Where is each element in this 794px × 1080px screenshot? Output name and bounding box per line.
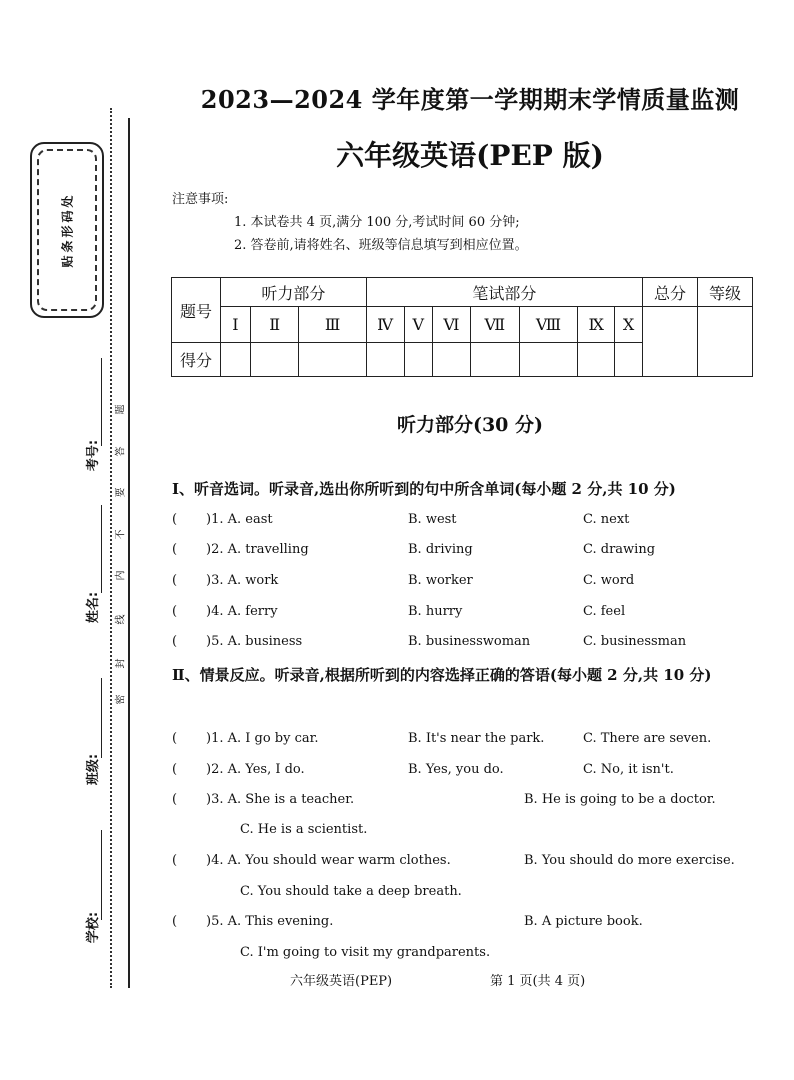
question-row <box>172 512 762 532</box>
seal-char: 密 <box>115 694 127 705</box>
binding-solid-line <box>128 118 130 988</box>
answer-paren[interactable]: ( <box>172 853 178 868</box>
question-row <box>172 762 762 782</box>
score-cell[interactable] <box>519 343 578 377</box>
name-line[interactable] <box>101 505 102 593</box>
class-line[interactable] <box>101 678 102 758</box>
option-b: B. driving <box>408 542 473 557</box>
answer-paren[interactable]: ( <box>172 792 178 807</box>
question-row <box>172 731 762 751</box>
score-cell[interactable] <box>250 343 299 377</box>
score-cell[interactable] <box>578 343 615 377</box>
option-a: )5. A. business <box>206 634 303 649</box>
option-b: B. Yes, you do. <box>408 762 504 777</box>
question-row <box>172 634 762 654</box>
seal-char: 不 <box>115 529 127 540</box>
seal-char: 内 <box>115 570 127 581</box>
question-row <box>172 573 762 593</box>
answer-paren[interactable]: ( <box>172 542 178 557</box>
score-cell[interactable] <box>299 343 366 377</box>
col-writing-5: Ⅴ <box>404 307 432 343</box>
option-b: B. worker <box>408 573 473 588</box>
option-a: )3. A. She is a teacher. <box>206 792 355 807</box>
writing-header: 笔试部分 <box>366 278 642 307</box>
score-cell[interactable] <box>432 343 470 377</box>
part2-heading: Ⅱ、情景反应。听录音,根据所听到的内容选择正确的答语(每小题 2 分,共 10 分) <box>172 666 712 684</box>
option-a: )4. A. ferry <box>206 604 278 619</box>
barcode-area <box>30 142 104 318</box>
col-writing-7: Ⅶ <box>471 307 520 343</box>
option-a: )2. A. travelling <box>206 542 309 557</box>
option-c: C. There are seven. <box>583 731 712 746</box>
score-cell[interactable] <box>221 343 251 377</box>
answer-paren[interactable]: ( <box>172 914 178 929</box>
answer-paren[interactable]: ( <box>172 573 178 588</box>
question-row-cont <box>172 945 762 965</box>
footer-page: 第 1 页(共 4 页) <box>490 974 586 989</box>
answer-paren[interactable]: ( <box>172 634 178 649</box>
option-c: C. drawing <box>583 542 656 557</box>
option-a: )1. A. east <box>206 512 273 527</box>
answer-paren[interactable]: ( <box>172 731 178 746</box>
notes-block <box>172 188 528 257</box>
row-label-question: 题号 <box>172 278 221 343</box>
binding-dotted-line <box>110 108 112 988</box>
answer-paren[interactable]: ( <box>172 512 178 527</box>
col-writing-8: Ⅷ <box>519 307 578 343</box>
seal-char: 线 <box>115 614 127 625</box>
option-b: B. west <box>408 512 457 527</box>
exam-no-line[interactable] <box>101 358 102 446</box>
col-writing-6: Ⅵ <box>432 307 470 343</box>
option-a: )2. A. Yes, I do. <box>206 762 305 777</box>
col-writing-9: Ⅸ <box>578 307 615 343</box>
option-a: )4. A. You should wear warm clothes. <box>206 853 451 868</box>
exam-subtitle: 六年级英语(PEP 版) <box>336 139 604 172</box>
score-table <box>171 277 753 377</box>
question-row-cont <box>172 822 762 842</box>
col-listening-3: Ⅲ <box>299 307 366 343</box>
footer-subject: 六年级英语(PEP) <box>290 974 393 989</box>
option-c: C. feel <box>583 604 626 619</box>
exam-no-label: 考号: <box>86 439 102 472</box>
option-b: B. A picture book. <box>524 914 643 929</box>
row-label-score: 得分 <box>172 343 221 377</box>
school-line[interactable] <box>101 830 102 920</box>
option-a: )5. A. This evening. <box>206 914 334 929</box>
answer-paren[interactable]: ( <box>172 604 178 619</box>
option-c: C. No, it isn't. <box>583 762 674 777</box>
grade-header: 等级 <box>698 278 753 307</box>
option-c: C. I'm going to visit my grandparents. <box>240 945 491 960</box>
notes-item: 1. 本试卷共 4 页,满分 100 分,考试时间 60 分钟; <box>234 215 520 230</box>
question-row-cont <box>172 884 762 904</box>
score-cell[interactable] <box>615 343 643 377</box>
score-cell[interactable] <box>471 343 520 377</box>
notes-heading: 注意事项: <box>172 192 229 207</box>
school-label: 学校: <box>86 911 102 944</box>
seal-char: 题 <box>115 404 127 415</box>
seal-char: 要 <box>115 487 127 498</box>
answer-paren[interactable]: ( <box>172 762 178 777</box>
col-listening-1: Ⅰ <box>221 307 251 343</box>
part1-heading: Ⅰ、听音选词。听录音,选出你所听到的句中所含单词(每小题 2 分,共 10 分) <box>172 480 676 498</box>
notes-item: 2. 答卷前,请将姓名、班级等信息填写到相应位置。 <box>234 238 528 253</box>
col-writing-4: Ⅳ <box>366 307 404 343</box>
option-b: B. You should do more exercise. <box>524 853 735 868</box>
class-label: 班级: <box>86 753 102 786</box>
seal-char: 封 <box>115 658 127 669</box>
col-listening-2: Ⅱ <box>250 307 299 343</box>
option-c: C. word <box>583 573 635 588</box>
option-b: B. It's near the park. <box>408 731 545 746</box>
col-writing-10: Ⅹ <box>615 307 643 343</box>
score-cell[interactable] <box>404 343 432 377</box>
option-a: )3. A. work <box>206 573 279 588</box>
seal-char: 答 <box>115 446 127 457</box>
question-row <box>172 604 762 624</box>
option-a: )1. A. I go by car. <box>206 731 319 746</box>
listening-header: 听力部分 <box>221 278 367 307</box>
score-cell[interactable] <box>366 343 404 377</box>
question-row <box>172 542 762 562</box>
option-c: C. He is a scientist. <box>240 822 368 837</box>
question-row <box>172 792 762 812</box>
name-label: 姓名: <box>86 591 102 624</box>
grade-cell[interactable] <box>698 307 753 377</box>
option-c: C. businessman <box>583 634 687 649</box>
option-c: C. You should take a deep breath. <box>240 884 462 899</box>
option-b: B. He is going to be a doctor. <box>524 792 716 807</box>
option-b: B. hurry <box>408 604 463 619</box>
barcode-label: 贴条形码处 <box>60 192 75 268</box>
total-header: 总分 <box>643 278 698 307</box>
exam-title: 2023—2024 学年度第一学期期末学情质量监测 <box>200 85 740 114</box>
option-c: C. next <box>583 512 630 527</box>
total-score-cell[interactable] <box>643 307 698 377</box>
section-title: 听力部分(30 分) <box>396 414 544 436</box>
option-b: B. businesswoman <box>408 634 531 649</box>
question-row <box>172 853 762 873</box>
question-row <box>172 914 762 934</box>
